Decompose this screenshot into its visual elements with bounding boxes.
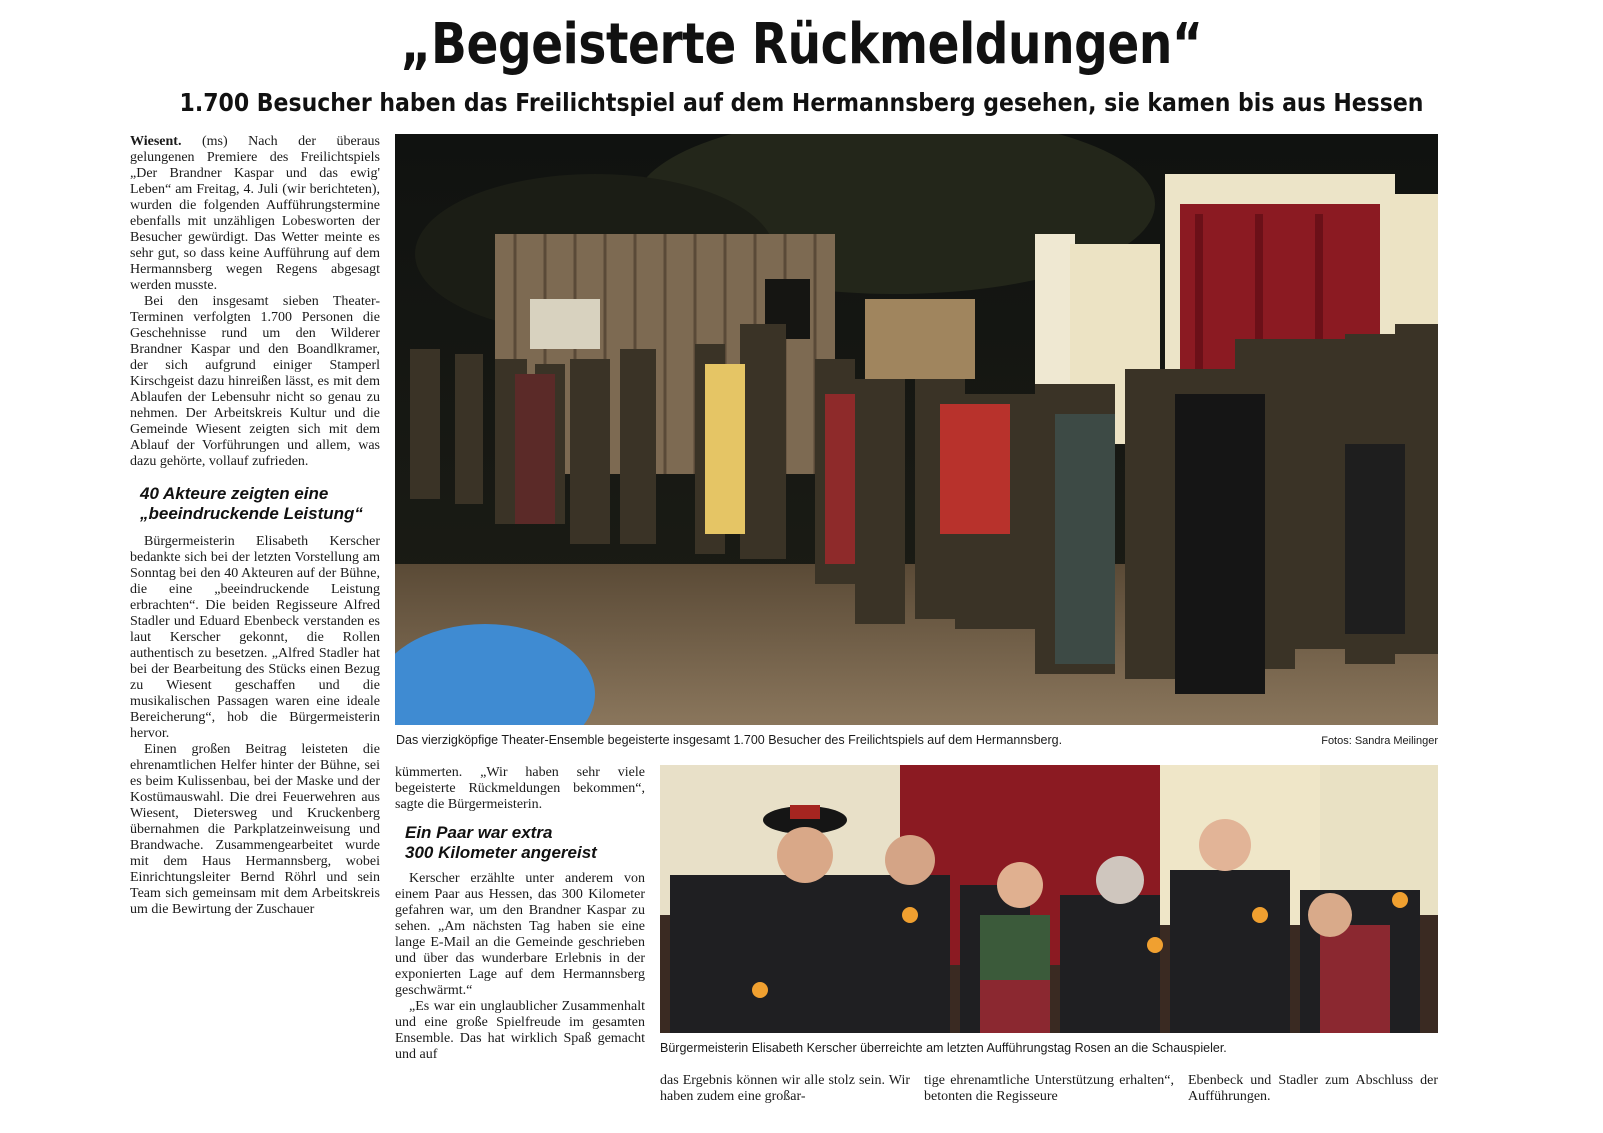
roses-photo-caption: Bürgermeisterin Elisabeth Kerscher überreichte am letzten Aufführungstag Rosen an die Schauspieler. (660, 1041, 1227, 1055)
paragraph-4: Einen großen Beitrag leisteten die ehrenamtlichen Helfer hinter der Bühne, sei es beim Kulissenbau, bei der Maske und der Kostümauswahl. Die drei Feuerwehren aus Wiesent, Dietersweg und Kruckenberg übernahmen die Parkplatzeinweisung und Brandwache. Zusammengearbeitet wurde mit dem Haus Hermannsberg, wobei Einrichtungsleiter Bernd Röhrl und sein Team sich gemeinsam mit dem Arbeitskreis um die Bewirtung der Zuschauer (130, 742, 380, 917)
roses-photo (660, 765, 1438, 1033)
roses-photo-illustration (660, 765, 1438, 1033)
photo-credit: Fotos: Sandra Meilinger (1321, 735, 1438, 747)
intro-text: (ms) Nach der überaus gelungenen Premiere des Freilichtspiels „Der Brandner Kaspar und das ewig' Leben“ am Freitag, 4. Juli (wir berichteten), wurden die folgenden Aufführungstermine ebenfalls mit unzähligen Lobesworten der Besucher gewürdigt. Das Wetter meinte es sehr gut, so dass keine Aufführung auf dem Hermannsberg wegen Regens abgesagt werden musste. (130, 134, 380, 293)
dateline: Wiesent. (130, 134, 182, 149)
column-3 (660, 1073, 910, 1113)
intertitle-1-line-2: „beeindruckende Leistung“ (140, 504, 363, 523)
paragraph-6: „Es war ein unglaublicher Zusammenhalt und eine große Spielfreude im gesamten Ensemble. Das hat wirklich Spaß gemacht und auf (395, 999, 645, 1062)
intertitle-1-line-1: 40 Akteure zeigten eine (140, 484, 329, 503)
ensemble-photo-caption: Das vierzigköpfige Theater-Ensemble begeisterte insgesamt 1.700 Besucher des Freilichtspiels auf dem Hermannsberg. (396, 733, 1063, 747)
col3-text: das Ergebnis können wir alle stolz sein. Wir haben zudem eine großar- (660, 1073, 910, 1104)
intertitle-2-line-2: 300 Kilometer angereist (405, 843, 597, 862)
paragraph-5: Kerscher erzählte unter anderem von einem Paar aus Hessen, das 300 Kilometer gefahren war, um den Brandner Kaspar zu sehen. „Am nächsten Tag haben sie eine lange E-Mail an die Gemeinde geschrieben und über das wunderbare Erlebnis in der exponierten Lage auf dem Hermannsberg geschwärmt.“ (395, 871, 645, 998)
ensemble-photo-illustration (395, 134, 1438, 725)
paragraph-3: Bürgermeisterin Elisabeth Kerscher bedankte sich bei der letzten Vorstellung am Sonntag bei den 40 Akteuren auf der Bühne, die eine „beeindruckende Leistung erbrachten“. Die beiden Regisseure Alfred Stadler und Eduard Ebenbeck verstanden es laut Kerscher gekonnt, die Rollen authentisch zu besetzen. „Alfred Stadler hat bei der Bearbeitung des Stücks einen Bezug zu Wiesent geschaffen und die musikalischen Passagen waren eine ideale Bereicherung“, hob die Bürgermeisterin hervor. (130, 534, 380, 741)
paragraph-2: Bei den insgesamt sieben Theater-Terminen verfolgten 1.700 Personen die Geschehnisse rund um den Wilderer Brandner Kaspar und den Boandlkramer, der sich aufgrund einiger Stamperl Kirschgeist dazu hinreißen lässt, es mit dem Ablaufen der Lebensuhr nicht so genau zu nehmen. Der Arbeitskreis Kultur und die Gemeinde Wiesent zeigten sich mit dem Ablauf der Vorführungen und allem, was dazu gehörte, vollauf zufrieden. (130, 294, 380, 469)
column-5 (1188, 1073, 1438, 1113)
column-1 (130, 134, 380, 1119)
intertitle-2-line-1: Ein Paar war extra (405, 823, 553, 842)
column-2 (395, 765, 645, 1090)
headline: „Begeisterte Rückmeldungen“ (400, 12, 1203, 77)
col4-text: tige ehrenamtliche Unterstützung erhalten“, betonten die Regisseure (924, 1073, 1174, 1104)
intro-paragraph (130, 134, 380, 294)
col2-continuation: kümmerten. „Wir haben sehr viele begeisterte Rückmeldungen bekommen“, sagte die Bürgermeisterin. (395, 765, 645, 812)
col5-text: Ebenbeck und Stadler zum Abschluss der Aufführungen. (1188, 1073, 1438, 1104)
subheadline: 1.700 Besucher haben das Freilichtspiel auf dem Hermannsberg gesehen, sie kamen bis aus Hessen (179, 88, 1424, 117)
column-4 (924, 1073, 1174, 1113)
intertitle-1 (140, 484, 380, 524)
intertitle-2 (405, 823, 645, 863)
ensemble-photo (395, 134, 1438, 725)
